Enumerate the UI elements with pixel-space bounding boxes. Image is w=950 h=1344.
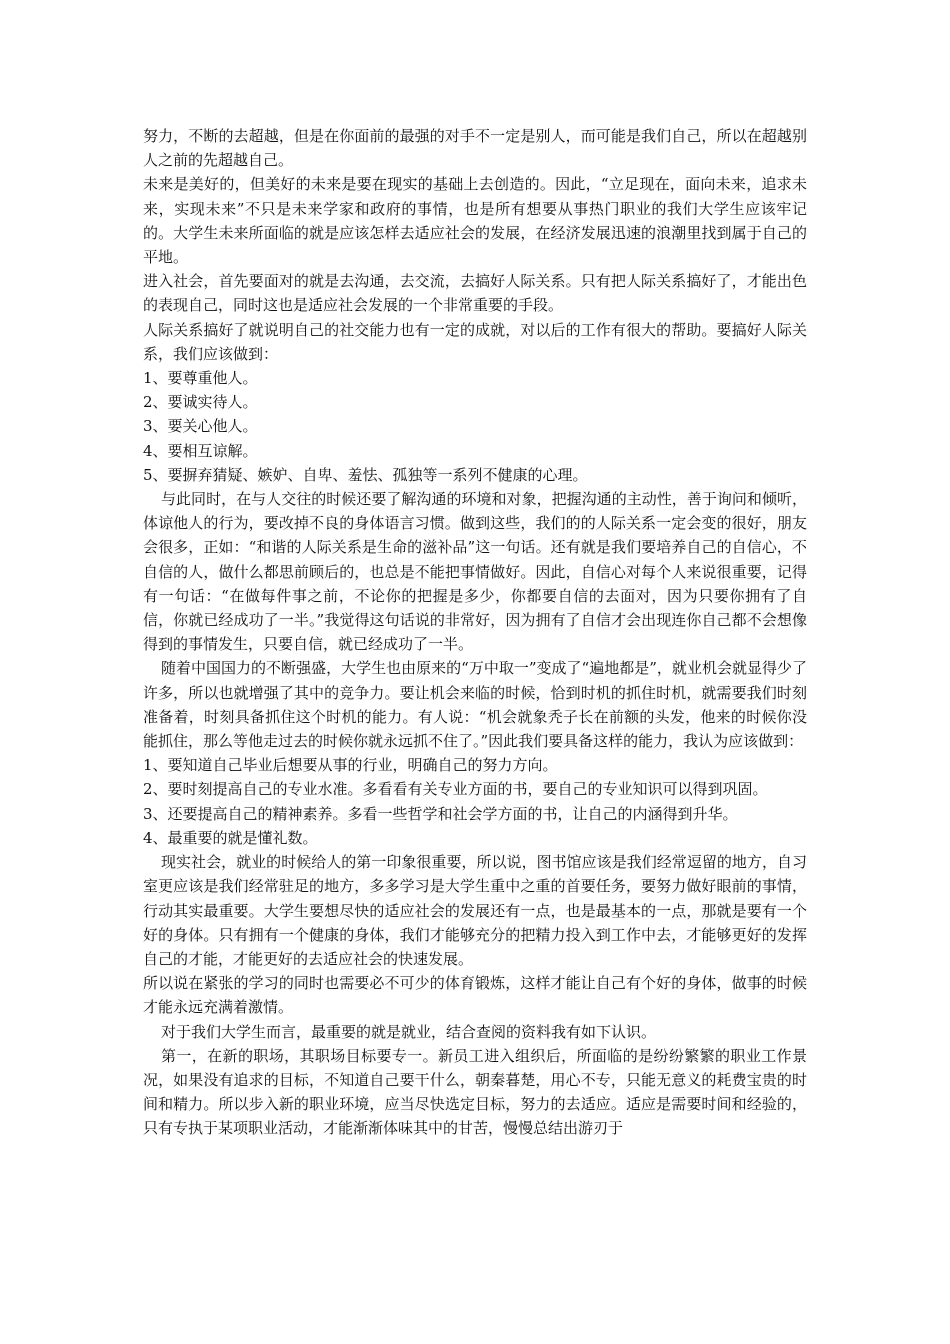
paragraph-3: 进入社会，首先要面对的就是去沟通，去交流，去搞好人际关系。只有把人际关系搞好了，才能出色的表现自己，同时这也是适应社会发展的一个非常重要的手段。 bbox=[143, 272, 807, 315]
list-item-5: 5、要摒弃猜疑、嫉妒、自卑、羞怯、孤独等一系列不健康的心理。 bbox=[143, 465, 588, 484]
list-item-1: 1、要尊重他人。 bbox=[143, 369, 258, 388]
list-item-3: 3、要关心他人。 bbox=[143, 417, 258, 436]
paragraph-10: 第一，在新的职场，其职场目标要专一。新员工进入组织后，所面临的是纷纷繁繁的职业工作景况，如果没有追求的目标，不知道自己要干什么，朝秦暮楚，用心不专，只能无意义的耗费宝贵的时间和精力。所以步入新的职业环境，应当尽快选定目标，努力的去适应。适应是需要时间和经验的，只有专执于某项职业活动，才能渐渐体味其中的甘苦，慢慢总结出游刃于 bbox=[143, 1046, 807, 1138]
list-item-9: 4、最重要的就是懂礼数。 bbox=[143, 828, 318, 847]
list-item-7: 2、要时刻提高自己的专业水准。多看看有关专业方面的书，要自己的专业知识可以得到巩固。 bbox=[143, 780, 768, 799]
list-item-4: 4、要相互谅解。 bbox=[143, 441, 258, 460]
paragraph-2: 未来是美好的，但美好的未来是要在现实的基础上去创造的。因此，“立足现在，面向未来，追求未来，实现未来”不只是未来学家和政府的事情，也是所有想要从事热门职业的我们大学生应该牢记的。大学生未来所面临的就是应该怎样去适应社会的发展，在经济发展迅速的浪潮里找到属于自己的平地。 bbox=[143, 175, 807, 267]
list-item-6: 1、要知道自己毕业后想要从事的行业，明确自己的努力方向。 bbox=[143, 756, 558, 775]
paragraph-5: 与此同时，在与人交往的时候还要了解沟通的环境和对象，把握沟通的主动性，善于询问和倾听，体谅他人的行为，要改掉不良的身体语言习惯。做到这些，我们的的人际关系一定会变的很好，朋友会很多，正如：“和谐的人际关系是生命的滋补品”这一句话。还有就是我们要培养自己的自信心，不自信的人，做什么都思前顾后的，也总是不能把事情做好。因此，自信心对每个人来说很重要，记得有一句话：“在做每件事之前，不论你的把握是多少，你都要自信的去面对，因为只要你拥有了自信，你就已经成功了一半。”我觉得这句话说的非常好，因为拥有了自信才会出现连你自己都不会想像得到的事情发生，只要自信，就已经成功了一半。 bbox=[143, 490, 807, 654]
paragraph-6: 随着中国国力的不断强盛，大学生也由原来的“万中取一”变成了“遍地都是”，就业机会就显得少了许多，所以也就增强了其中的竞争力。要让机会来临的时候，恰到时机的抓住时机，就需要我们时刻准备着，时刻具备抓住这个时机的能力。有人说：“机会就象秃子长在前额的头发，他来的时候你没能抓住，那么等他走过去的时候你就永远抓不住了。”因此我们要具备这样的能力，我认为应该做到： bbox=[143, 659, 807, 751]
list-item-8: 3、还要提高自己的精神素养。多看一些哲学和社会学方面的书，让自己的内涵得到升华。 bbox=[143, 804, 738, 823]
paragraph-8: 所以说在紧张的学习的同时也需要必不可少的体育锻炼，这样才能让自己有个好的身体，做事的时候才能永远充满着激情。 bbox=[143, 974, 807, 1017]
paragraph-7: 现实社会，就业的时候给人的第一印象很重要，所以说，图书馆应该是我们经常逗留的地方，自习室更应该是我们经常驻足的地方，多多学习是大学生重中之重的首要任务，要努力做好眼前的事情，行动其实最重要。大学生要想尽快的适应社会的发展还有一点，也是最基本的一点，那就是要有一个好的身体。只有拥有一个健康的身体，我们才能够充分的把精力投入到工作中去，才能够更好的发挥自己的才能，才能更好的去适应社会的快速发展。 bbox=[143, 853, 807, 968]
paragraph-4: 人际关系搞好了就说明自己的社交能力也有一定的成就，对以后的工作有很大的帮助。要搞好人际关系，我们应该做到： bbox=[143, 320, 807, 363]
paragraph-9: 对于我们大学生而言，最重要的就是就业，结合查阅的资料我有如下认识。 bbox=[161, 1022, 657, 1041]
list-item-2: 2、要诚实待人。 bbox=[143, 393, 258, 412]
paragraph-1: 努力，不断的去超越，但是在你面前的最强的对手不一定是别人，而可能是我们自己，所以在超越别人之前的先超越自己。 bbox=[143, 127, 807, 170]
document-body bbox=[143, 124, 807, 1141]
